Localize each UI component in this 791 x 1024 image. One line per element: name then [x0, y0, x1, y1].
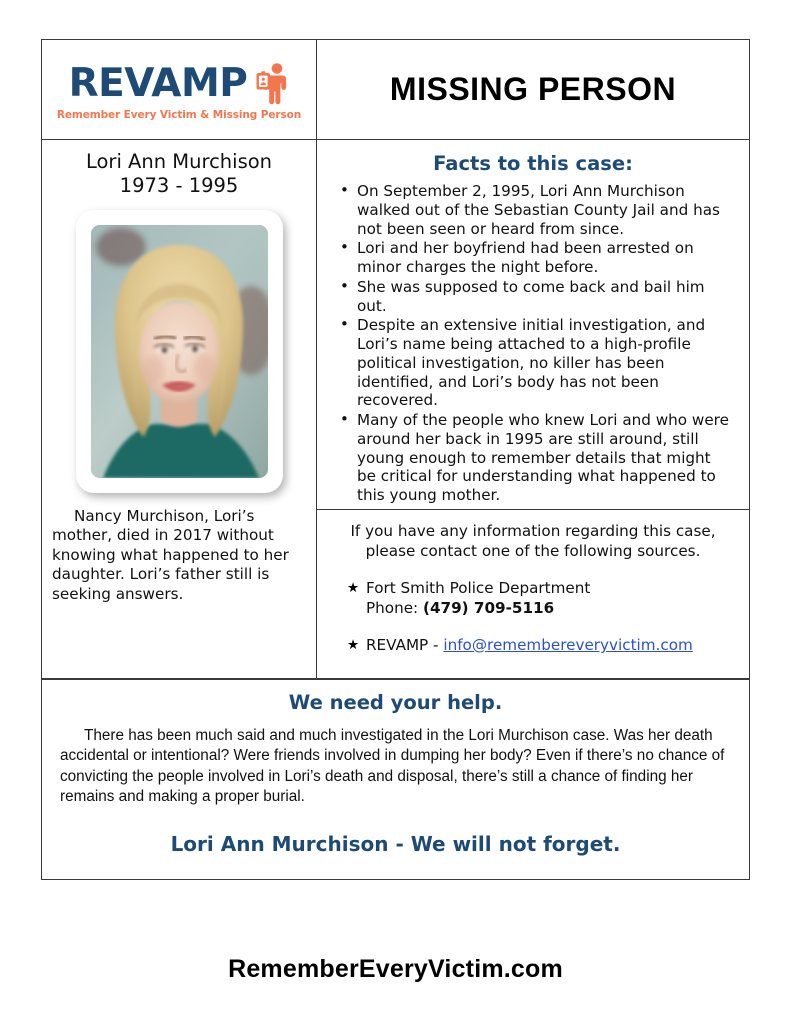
list-item — [347, 636, 733, 656]
list-item: • Many of the people who knew Lori and who were around her back in 1995 are still around, still young enough to remember details that might be critical for understanding what happened to this young mother. — [357, 411, 731, 505]
poster-body — [42, 140, 749, 680]
star-icon: ★ — [347, 579, 360, 596]
victim-years: 1973 - 1995 — [119, 173, 239, 197]
phone-label: Phone: — [366, 599, 419, 618]
photo-caption: Nancy Murchison, Lori’s mother, died in 2017 without knowing what happened to her daughter. Lori’s father still is seeking answers. — [52, 506, 289, 603]
facts-heading: Facts to this case: — [433, 152, 633, 175]
poster-header — [42, 40, 749, 140]
victim-photo — [91, 225, 268, 478]
revamp-wordmark: REVAMP — [68, 60, 248, 106]
contact-intro: If you have any information regarding this case, please contact one of the following sources. — [350, 522, 716, 560]
logo-top-row — [69, 62, 290, 104]
phone-line — [366, 599, 733, 619]
appeal-body: There has been much said and much investigated in the Lori Murchison case. Was her death accidental or intentional? Were friends involved in dumping her body? Even if there’s no chance of convicting the people involved in Lori’s death and disposal, there’s still a chance of finding her remains and making a proper burial. — [60, 727, 725, 806]
appeal-tagline: Lori Ann Murchison - We will not forget. — [170, 832, 621, 857]
appeal-section — [42, 680, 749, 856]
list-item: • On September 2, 1995, Lori Ann Murchison walked out of the Sebastian County Jail and has not been seen or heard from since. — [357, 182, 731, 238]
appeal-heading: We need your help. — [288, 691, 503, 714]
revamp-label: REVAMP - — [366, 636, 439, 654]
poster-title-cell — [317, 40, 749, 139]
list-item — [347, 579, 733, 620]
email-link[interactable]: info@remembereveryvictim.com — [443, 636, 693, 654]
phone-number[interactable]: (479) 709-5116 — [423, 599, 555, 618]
person-with-clipboard-icon — [255, 62, 289, 104]
footer-website[interactable]: RememberEveryVictim.com — [228, 955, 563, 983]
contact-list — [333, 579, 733, 656]
case-column — [317, 140, 749, 678]
revamp-contact — [366, 636, 733, 656]
contact-section — [317, 510, 749, 678]
star-icon: ★ — [347, 637, 360, 653]
missing-person-poster — [41, 39, 750, 880]
police-department-name: Fort Smith Police Department — [366, 578, 591, 597]
victim-name: Lori Ann Murchison — [85, 150, 273, 173]
victim-photo-wrapper — [76, 210, 283, 493]
victim-identity — [52, 150, 306, 198]
page-title: MISSING PERSON — [389, 71, 677, 107]
facts-list — [331, 182, 735, 505]
police-contact — [366, 579, 733, 620]
revamp-logo — [42, 40, 317, 139]
revamp-tagline: Remember Every Victim & Missing Person — [56, 109, 302, 121]
list-item: • She was supposed to come back and bail him out. — [357, 278, 731, 316]
victim-column — [42, 140, 317, 678]
facts-section — [317, 140, 749, 510]
list-item: • Despite an extensive initial investigation, and Lori’s name being attached to a high-profile political investigation, no killer has been identified, and Lori’s body has not been recovered. — [357, 316, 731, 410]
list-item: • Lori and her boyfriend had been arrested on minor charges the night before. — [357, 239, 731, 277]
